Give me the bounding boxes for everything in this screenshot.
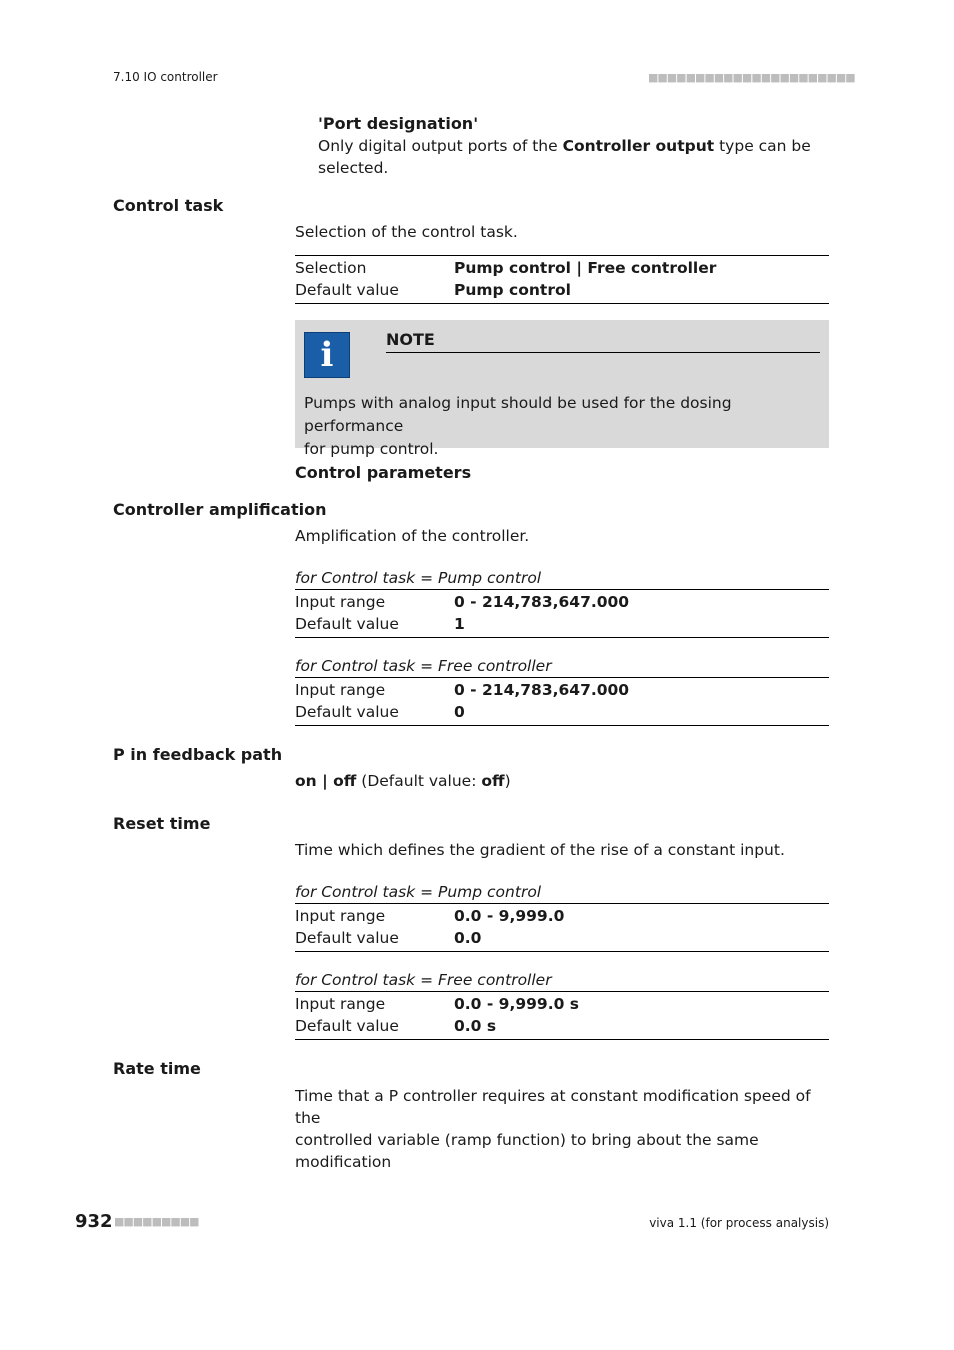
amplification-table-free bbox=[295, 656, 829, 726]
p-feedback-heading: P in feedback path bbox=[113, 745, 283, 764]
controller-amplification-description: Amplification of the controller. bbox=[295, 527, 530, 545]
control-parameters-heading: Control parameters bbox=[295, 463, 472, 482]
header-decoration-dots: ■■■■■■■■■■■■■■■■■■■■■■ bbox=[648, 71, 855, 84]
table-row: Default value 0.0 bbox=[295, 929, 482, 947]
table-row: Selection Pump control | Free controller bbox=[295, 259, 717, 277]
reset-time-description: Time which defines the gradient of the rise of a constant input. bbox=[295, 841, 785, 859]
control-task-heading: Control task bbox=[113, 196, 224, 215]
table-caption: for Control task = Free controller bbox=[295, 970, 829, 992]
note-box bbox=[295, 320, 829, 458]
table-row: Input range 0 - 214,783,647.000 bbox=[295, 681, 630, 699]
table-row: Input range 0.0 - 9,999.0 bbox=[295, 907, 565, 925]
amplification-table-pump bbox=[295, 568, 829, 638]
table-caption: for Control task = Free controller bbox=[295, 656, 829, 678]
table-row: Default value 1 bbox=[295, 615, 465, 633]
rate-time-heading: Rate time bbox=[113, 1059, 201, 1078]
footer-decoration-dots: ■■■■■■■■■ bbox=[114, 1215, 199, 1228]
reset-time-table-free bbox=[295, 970, 829, 1040]
p-feedback-options: on | off (Default value: off) bbox=[295, 772, 511, 790]
table-row: Default value 0 bbox=[295, 703, 465, 721]
rate-time-description: Time that a P controller requires at constant modification speed of the controlled variable (ramp function) to bring about the same modification bbox=[295, 1087, 811, 1171]
reset-time-table-pump bbox=[295, 882, 829, 952]
table-caption: for Control task = Pump control bbox=[295, 568, 829, 590]
table-row: Input range 0 - 214,783,647.000 bbox=[295, 593, 630, 611]
note-title: NOTE bbox=[386, 330, 820, 353]
running-header-section: 7.10 IO controller bbox=[113, 70, 218, 84]
reset-time-heading: Reset time bbox=[113, 814, 211, 833]
controller-amplification-heading: Controller amplification bbox=[113, 500, 327, 519]
port-designation-title: 'Port designation' bbox=[318, 114, 479, 133]
table-caption: for Control task = Pump control bbox=[295, 882, 829, 904]
note-text: Pumps with analog input should be used for the dosing performance for pump control. bbox=[304, 394, 732, 458]
control-task-table bbox=[295, 255, 829, 304]
page-number: 932 bbox=[75, 1211, 113, 1232]
control-task-description: Selection of the control task. bbox=[295, 223, 518, 241]
table-row: Input range 0.0 - 9,999.0 s bbox=[295, 995, 580, 1013]
port-designation-text: Only digital output ports of the Controller output type can be selected. bbox=[318, 137, 811, 177]
table-row: Default value Pump control bbox=[295, 281, 571, 299]
info-icon: i bbox=[304, 332, 350, 378]
table-row: Default value 0.0 s bbox=[295, 1017, 497, 1035]
product-name: viva 1.1 (for process analysis) bbox=[649, 1216, 829, 1230]
